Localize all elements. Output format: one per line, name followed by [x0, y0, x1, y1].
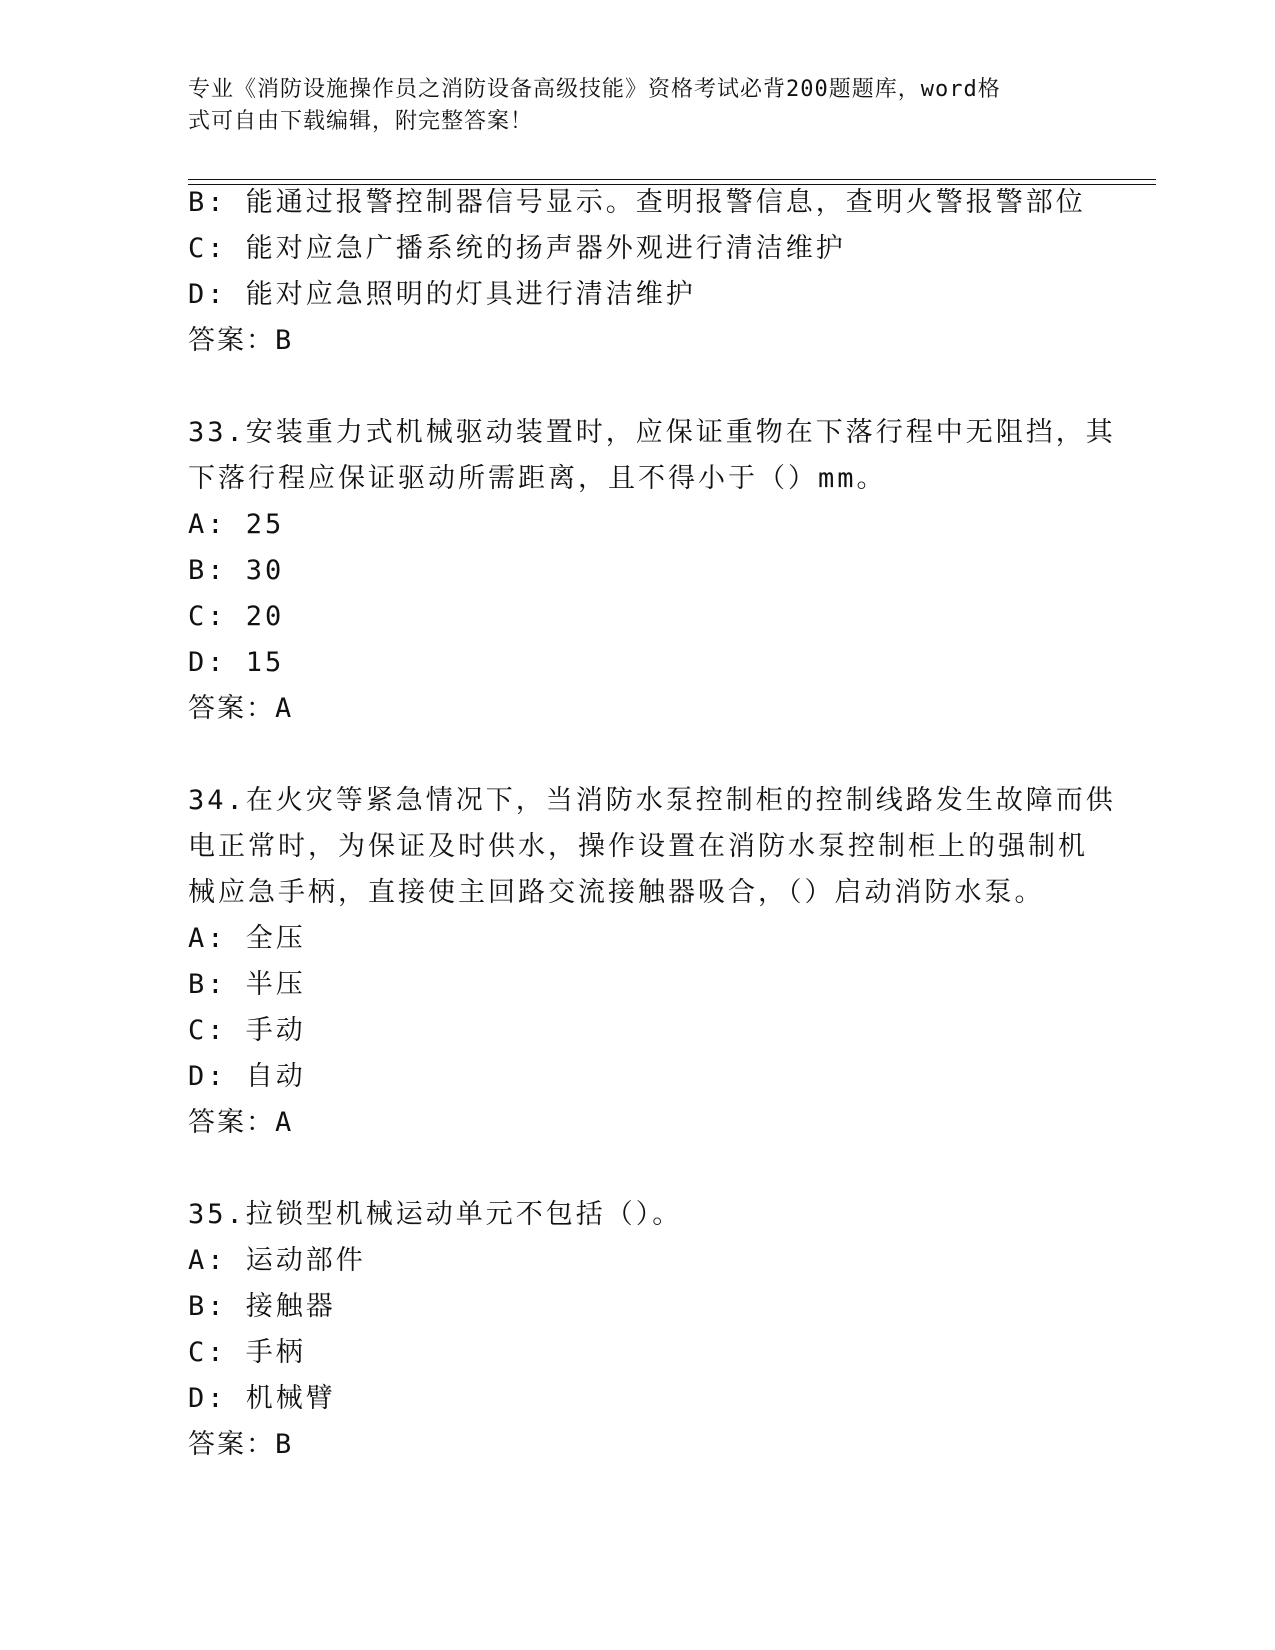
spacer — [188, 1146, 1088, 1192]
header-line-2: 式可自由下载编辑，附完整答案！ — [188, 109, 534, 134]
answer: 答案：A — [188, 693, 294, 724]
option-c: C: 能对应急广播系统的扬声器外观进行清洁维护 — [188, 233, 846, 264]
question-34 — [188, 778, 1116, 1146]
spacer — [188, 364, 1088, 410]
question-35 — [188, 1192, 1088, 1468]
question-stem-line: 下落行程应保证驱动所需距离，且不得小于（）mm。 — [188, 463, 887, 494]
spacer — [188, 732, 1088, 778]
question-stem-line: 电正常时，为保证及时供水，操作设置在消防水泵控制柜上的强制机 — [188, 831, 1088, 862]
option-d: D: 能对应急照明的灯具进行清洁维护 — [188, 279, 696, 310]
question-stem-line: 33.安装重力式机械驱动装置时，应保证重物在下落行程中无阻挡，其 — [188, 417, 1116, 448]
option-c: C: 20 — [188, 601, 285, 632]
question-stem-line: 35.拉锁型机械运动单元不包括（）。 — [188, 1199, 683, 1230]
prev-question — [188, 180, 1088, 364]
question-33 — [188, 410, 1116, 732]
option-d: D: 机械臂 — [188, 1383, 336, 1414]
option-c: C: 手动 — [188, 1015, 306, 1046]
option-b: B: 接触器 — [188, 1291, 336, 1322]
question-stem-line: 34.在火灾等紧急情况下，当消防水泵控制柜的控制线路发生故障而供 — [188, 785, 1116, 816]
document-header — [188, 74, 1068, 138]
answer: 答案：B — [188, 325, 294, 356]
option-d: D: 15 — [188, 647, 285, 678]
option-a: A: 运动部件 — [188, 1245, 366, 1276]
answer: 答案：A — [188, 1107, 294, 1138]
header-line-1: 专业《消防设施操作员之消防设备高级技能》资格考试必背200题题库，word格 — [188, 77, 1001, 102]
option-a: A: 全压 — [188, 923, 306, 954]
answer: 答案：B — [188, 1429, 294, 1460]
option-b: B: 能通过报警控制器信号显示。查明报警信息，查明火警报警部位 — [188, 187, 1086, 218]
option-b: B: 30 — [188, 555, 285, 586]
option-d: D: 自动 — [188, 1061, 306, 1092]
option-b: B: 半压 — [188, 969, 306, 1000]
option-c: C: 手柄 — [188, 1337, 306, 1368]
option-a: A: 25 — [188, 509, 285, 540]
question-list — [188, 180, 1116, 1468]
question-stem-line: 械应急手柄，直接使主回路交流接触器吸合，（）启动消防水泵。 — [188, 877, 1045, 908]
